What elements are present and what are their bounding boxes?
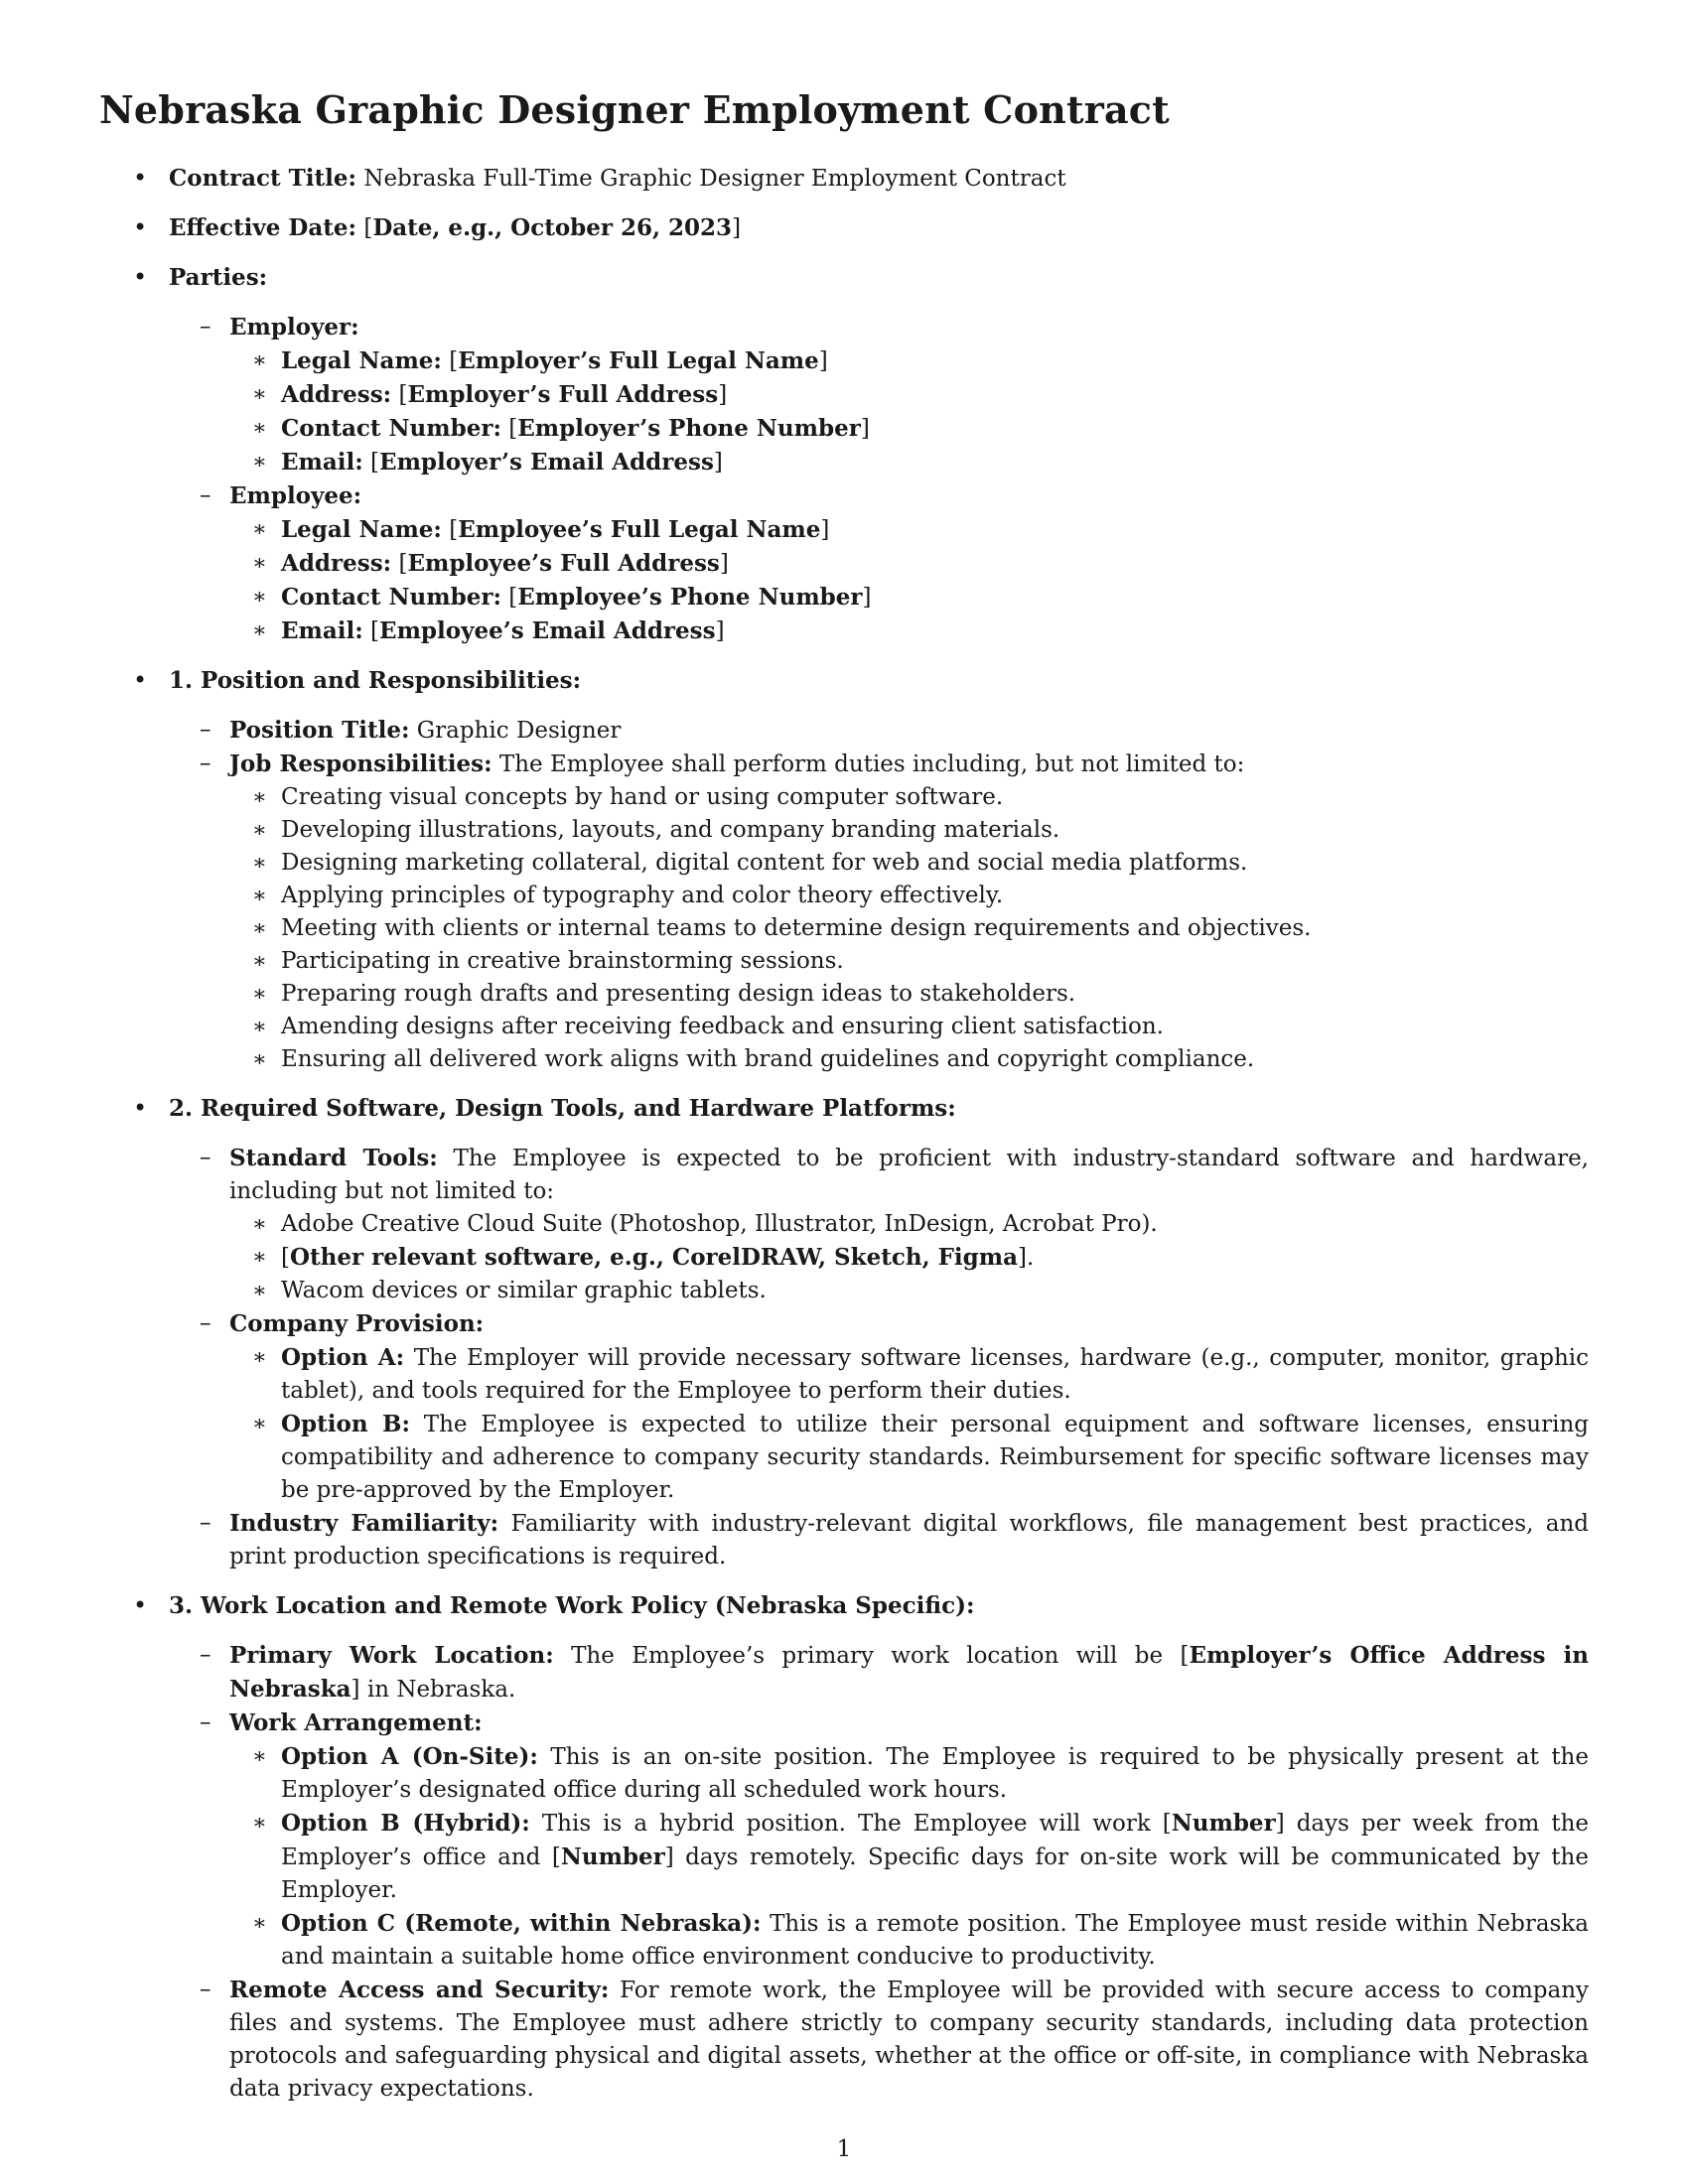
field-label: Contact Number: (281, 415, 501, 442)
list-item: ∗ Wacom devices or similar graphic tablets. (229, 1275, 1589, 1307)
field-placeholder: Employer’s Email Address (379, 449, 714, 476)
effective-date-label: Effective Date: (169, 214, 357, 241)
section-2-heading: 2. Required Software, Design Tools, and Hardware Platforms: (169, 1095, 956, 1122)
list-item: ∗ Developing illustrations, layouts, and company branding materials. (229, 814, 1589, 847)
field-value: days remotely. Specific days for on-site work will be communicated by the Employer. (281, 1844, 1589, 1903)
section-2 (99, 1092, 1589, 1573)
field-label: Legal Name: (281, 347, 442, 374)
parties-list (169, 311, 1589, 648)
field-label: Industry Familiarity: (229, 1510, 499, 1537)
field-placeholder: Employer’s Phone Number (517, 415, 861, 442)
field-value: This is a remote position. The Employee must reside within Nebraska and maintain a suitable home office environment conducive to productivity. (281, 1911, 1590, 1970)
field-label: Company Provision: (229, 1310, 485, 1337)
contract-title-label: Contract Title: (169, 165, 356, 192)
employee-item (169, 479, 1589, 648)
employee-address: ∗ Address: [Employee’s Full Address] (229, 547, 1589, 581)
section-3 (99, 1589, 1589, 2106)
list-item: ∗ Participating in creative brainstorming sessions. (229, 945, 1589, 978)
list-item: ∗ Preparing rough drafts and presenting design ideas to stakeholders. (229, 978, 1589, 1011)
field-value: This is a hybrid position. The Employee will work (541, 1811, 1151, 1837)
section-1 (99, 664, 1589, 1076)
contract-title-value: Nebraska Full-Time Graphic Designer Employment Contract (363, 166, 1066, 192)
employee-legal-name: ∗ Legal Name: [Employee’s Full Legal Name] (229, 513, 1589, 547)
primary-work-location: – Primary Work Location: The Employee’s primary work location will be [Employer’s Office Address in Nebraska] in Nebraska. (169, 1639, 1589, 1706)
arrangement-options (229, 1740, 1589, 1974)
field-placeholder: Number (560, 1843, 665, 1870)
field-value: The Employer will provide necessary software licenses, hardware (e.g., computer, monitor, graphic tablet), and tools required for the Employee to perform their duties. (281, 1345, 1590, 1404)
list-item: ∗ Amending designs after receiving feedback and ensuring client satisfaction. (229, 1011, 1589, 1043)
effective-date-item: • Effective Date: [Date, e.g., October 26, 2023] (99, 211, 1589, 245)
employer-address: ∗ Address: [Employer’s Full Address] (229, 378, 1589, 412)
list-item: ∗ Ensuring all delivered work aligns with brand guidelines and copyright compliance. (229, 1043, 1589, 1076)
position-title (169, 714, 1589, 748)
contract-title-item (99, 162, 1589, 196)
employer-contact: ∗ Contact Number: [Employer’s Phone Number] (229, 412, 1589, 446)
section-1-list (169, 714, 1589, 1076)
field-label: Work Arrangement: (229, 1709, 483, 1736)
field-value: The Employee is expected to utilize their personal equipment and software licenses, ensuring compatibility and adherence to company security standards. Reimbursement for specific software licenses may be pre-approved by the Employer. (281, 1412, 1589, 1503)
field-label: Email: (281, 617, 363, 644)
contract-outline (99, 162, 1589, 2106)
option-b-hybrid: ∗ Option B (Hybrid): This is a hybrid position. The Employee will work [Number] days per week from the Employer’s office and [Number] days remotely. Specific days for on-site work will be communicated by the Employer. (229, 1807, 1589, 1907)
employer-legal-name: ∗ Legal Name: [Employer’s Full Legal Name] (229, 344, 1589, 378)
tools-list (229, 1208, 1589, 1307)
employee-email: ∗ Email: [Employee’s Email Address] (229, 614, 1589, 648)
list-item: ∗ Adobe Creative Cloud Suite (Photoshop, Illustrator, InDesign, Acrobat Pro). (229, 1208, 1589, 1241)
employer-email: ∗ Email: [Employer’s Email Address] (229, 446, 1589, 479)
page-number: 1 (836, 2136, 852, 2162)
parties-label: Parties: (169, 264, 268, 291)
employer-item (169, 311, 1589, 479)
list-item: ∗ [Other relevant software, e.g., CorelDRAW, Sketch, Figma]. (229, 1241, 1589, 1275)
field-label: Remote Access and Security: (229, 1977, 610, 2003)
field-value: in Nebraska. (366, 1677, 516, 1703)
field-placeholder: Employer’s Office Address in Nebraska (229, 1642, 1589, 1703)
field-value: Graphic Designer (416, 718, 622, 744)
field-placeholder: Other relevant software, e.g., CorelDRAW, Sketch, Figma (289, 1244, 1018, 1271)
field-label: Option B: (281, 1411, 410, 1437)
field-value: The Employee shall perform duties including, but not limited to: (498, 751, 1245, 777)
field-value: days per week from the Employer’s office and (281, 1811, 1589, 1870)
field-label: Job Responsibilities: (229, 751, 492, 777)
employer-details (229, 344, 1589, 479)
field-placeholder: Employee’s Full Address (407, 550, 720, 577)
employer-label: Employer: (229, 314, 359, 341)
option-c-remote (229, 1907, 1589, 1974)
option-a (229, 1341, 1589, 1408)
field-label: Address: (281, 381, 392, 408)
field-label: Standard Tools: (229, 1145, 438, 1171)
field-label: Option A (On-Site): (281, 1743, 538, 1770)
list-item: ∗ Meeting with clients or internal teams to determine design requirements and objectives. (229, 912, 1589, 945)
employee-details (229, 513, 1589, 648)
list-item: ∗ Designing marketing collateral, digital content for web and social media platforms. (229, 847, 1589, 880)
field-value: The Employee is expected to be proficient with industry-standard software and hardware, including but not limited to: (229, 1146, 1589, 1204)
provision-options (229, 1341, 1589, 1507)
field-label: Contact Number: (281, 584, 501, 611)
field-value: The Employee’s primary work location will be (571, 1643, 1164, 1669)
section-2-list (169, 1142, 1589, 1573)
section-3-heading: 3. Work Location and Remote Work Policy (Nebraska Specific): (169, 1592, 975, 1619)
field-placeholder: Employee’s Email Address (379, 617, 716, 644)
field-label: Option A: (281, 1344, 405, 1371)
field-label: Option B (Hybrid): (281, 1810, 530, 1837)
remote-access-security (169, 1974, 1589, 2106)
field-label: Option C (Remote, within Nebraska): (281, 1910, 762, 1937)
field-placeholder: Number (1171, 1810, 1276, 1837)
field-value: This is an on-site position. The Employee is required to be physically present at the Employer’s designated office during all scheduled work hours. (281, 1744, 1589, 1803)
field-placeholder: Employer’s Full Address (407, 381, 719, 408)
job-responsibilities (169, 748, 1589, 1076)
field-value: Familiarity with industry-relevant digital workflows, file management best practices, and print production specifications is required. (229, 1511, 1589, 1570)
option-a-onsite (229, 1740, 1589, 1807)
field-label: Position Title: (229, 717, 410, 744)
field-placeholder: Employer’s Full Legal Name (458, 347, 819, 374)
field-label: Primary Work Location: (229, 1642, 554, 1669)
standard-tools (169, 1142, 1589, 1307)
responsibilities-list (229, 781, 1589, 1076)
field-label: Address: (281, 550, 392, 577)
effective-date-value: Date, e.g., October 26, 2023 (372, 214, 733, 241)
page-title: Nebraska Graphic Designer Employment Contract (99, 87, 1170, 132)
section-1-heading: 1. Position and Responsibilities: (169, 667, 582, 694)
company-provision (169, 1307, 1589, 1507)
employee-contact: ∗ Contact Number: [Employee’s Phone Number] (229, 581, 1589, 614)
field-value: For remote work, the Employee will be provided with secure access to company files and systems. The Employee must adhere strictly to company security standards, including data protection protocols and safeguarding physical and digital assets, whether at the office or off-site, in compliance with Nebraska data privacy expectations. (229, 1978, 1590, 2102)
work-arrangement (169, 1706, 1589, 1974)
list-item: ∗ Creating visual concepts by hand or using computer software. (229, 781, 1589, 814)
section-3-list (169, 1639, 1589, 2106)
field-label: Email: (281, 449, 363, 476)
list-item: ∗ Applying principles of typography and color theory effectively. (229, 880, 1589, 912)
parties-item (99, 261, 1589, 648)
option-b (229, 1408, 1589, 1507)
field-label: Legal Name: (281, 516, 442, 543)
field-placeholder: Employee’s Full Legal Name (458, 516, 821, 543)
field-placeholder: Employee’s Phone Number (517, 584, 863, 611)
employee-label: Employee: (229, 482, 362, 509)
industry-familiarity (169, 1507, 1589, 1573)
document-page (99, 87, 1589, 2121)
